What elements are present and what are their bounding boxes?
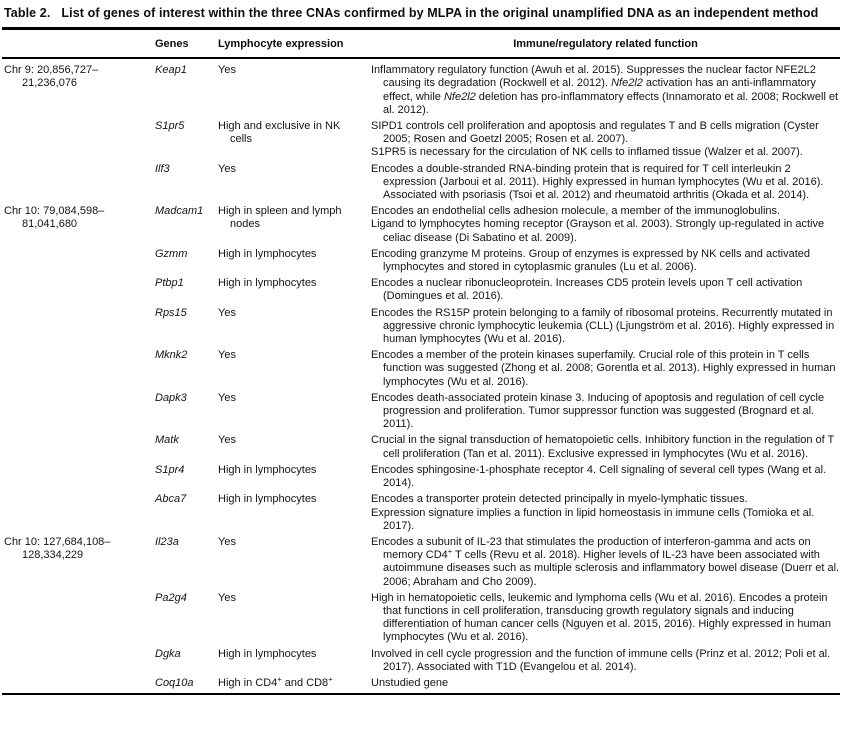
- gene-name: Abca7: [155, 493, 187, 506]
- gene-function: [371, 677, 840, 690]
- gene-function: [371, 205, 840, 245]
- function-paragraph: Unstudied gene: [371, 676, 449, 689]
- table-row: [2, 392, 840, 432]
- column-header-genes: Genes: [155, 38, 189, 50]
- lymphocyte-expression: Yes: [218, 591, 236, 604]
- function-paragraph: High in hematopoietic cells, leukemic and lymphoma cells (Wu et al. 2016). Encodes a protein that functions in cell proliferation, transducing growth regulatory signals and inducing differentiation of human cancer cells (Nguyen et al. 2015, 2016). Highly expressed in human lymphocytes (Wu et al. 2016).: [371, 591, 832, 644]
- table-row: [2, 349, 840, 389]
- lymphocyte-expression: Yes: [218, 391, 236, 404]
- table-body: [2, 59, 840, 690]
- gene-name: Il23a: [155, 535, 179, 548]
- gene-name: Ilf3: [155, 162, 170, 175]
- function-paragraph: Encodes the RS15P protein belonging to a family of ribosomal proteins. Recurrently mutated in aggressive chronic lymphocytic leukemia (CLL) (Ljungström et al. 2016). Highly expressed in human lymphocytes (Wu et al. 2016).: [371, 306, 835, 346]
- gene-name: Gzmm: [155, 247, 188, 260]
- lymphocyte-expression: High in lymphocytes: [218, 277, 317, 290]
- lymphocyte-expression: High in lymphocytes: [218, 493, 317, 506]
- gene-function: [371, 120, 840, 160]
- cna-region: [2, 163, 155, 203]
- function-paragraph: Encoding granzyme M proteins. Group of enzymes is expressed by NK cells and activated lymphocytes and stored in cytoplasmic granules (Lu et al. 2006).: [371, 247, 810, 274]
- cna-region: [2, 592, 155, 645]
- column-header-lymphocyte-expression: Lymphocyte expression: [218, 38, 344, 50]
- lymphocyte-expression: High in CD4+ and CD8+: [218, 674, 333, 689]
- function-paragraph: Encodes a subunit of IL-23 that stimulates the production of interferon-gamma and acts on memory CD4+ T cells (Revu et al. 2018). Higher levels of IL-23 have been associated with autoimmune diseases such as multiple sclerosis and inflammatory bowel disease (Duerr et al. 2006; Abraham and Cho 2009).: [371, 535, 840, 588]
- table-header-row: [2, 30, 840, 57]
- lymphocyte-expression: High in spleen and lymph nodes: [218, 205, 342, 231]
- table-row: [2, 120, 840, 160]
- cna-region: Chr 10: 127,684,108–128,334,229: [4, 535, 111, 562]
- function-paragraph: Encodes death-associated protein kinase 3. Inducing of apoptosis and regulation of cell cycle progression and proliferation. Tumor suppressor function was suggested (Brognard et al. 2011).: [371, 391, 825, 431]
- gene-name: Pa2g4: [155, 591, 187, 604]
- table-row: [2, 464, 840, 490]
- function-paragraph: Crucial in the signal transduction of hematopoietic cells. Inhibitory function in the regulation of T cell proliferation (Tan et al. 2011). Exclusive expressed in lymphocytes (Wu et al. 2016).: [371, 434, 835, 460]
- table-row: [2, 64, 840, 117]
- gene-name: S1pr4: [155, 463, 185, 476]
- function-paragraph: Expression signature implies a function in lipid homeostasis in immune cells (Tomioka et al. 2017).: [371, 506, 815, 532]
- gene-function: [371, 392, 840, 432]
- gene-name: Matk: [155, 434, 179, 447]
- gene-function: [371, 307, 840, 347]
- gene-name: Coq10a: [155, 676, 194, 689]
- table-row: [2, 277, 840, 303]
- lymphocyte-expression: Yes: [218, 434, 236, 447]
- gene-name: Keap1: [155, 64, 187, 77]
- cna-region: Chr 10: 79,084,598–81,041,680: [4, 205, 105, 231]
- table-row: [2, 493, 840, 533]
- gene-name: Madcam1: [155, 205, 204, 218]
- gene-function: [371, 536, 840, 589]
- cna-region: [2, 349, 155, 389]
- function-paragraph: Encodes a transporter protein detected principally in myelo-lymphatic tissues.: [371, 493, 748, 506]
- lymphocyte-expression: High and exclusive in NK cells: [218, 120, 341, 146]
- function-paragraph: Ligand to lymphocytes homing receptor (Grayson et al. 2003). Strongly up-regulated in active celiac disease (Di Sabatino et al. 2009).: [371, 218, 825, 244]
- cna-region: [2, 120, 155, 160]
- cna-region: [2, 493, 155, 533]
- table-row: [2, 248, 840, 274]
- function-paragraph: SIPD1 controls cell proliferation and apoptosis and regulates T and B cells migration (Cyster 2005; Rosen and Goetzl 2005; Rosen et al. 2007).: [371, 120, 819, 146]
- function-paragraph: Encodes an endothelial cells adhesion molecule, a member of the immunoglobulins.: [371, 205, 781, 218]
- gene-function: [371, 349, 840, 389]
- table-row: [2, 674, 840, 690]
- table-row: [2, 592, 840, 645]
- cna-region: [2, 434, 155, 460]
- cna-region: Chr 9: 20,856,727–21,236,076: [4, 64, 99, 90]
- gene-function: [371, 163, 840, 203]
- table-caption-text: List of genes of interest within the three CNAs confirmed by MLPA in the original unamplified DNA as an independent method: [61, 6, 819, 20]
- gene-name: Mknk2: [155, 349, 188, 362]
- lymphocyte-expression: Yes: [218, 64, 236, 77]
- cna-region: [2, 648, 155, 674]
- gene-function: [371, 464, 840, 490]
- gene-function: [371, 64, 840, 117]
- cna-region: [2, 307, 155, 347]
- gene-name: Dgka: [155, 647, 181, 660]
- table-caption-label: Table 2.: [4, 6, 51, 20]
- lymphocyte-expression: High in lymphocytes: [218, 247, 317, 260]
- function-paragraph: Encodes a double-stranded RNA-binding protein that is required for T cell interleukin 2 expression (Jarboui et al. 2011). Highly expressed in human lymphocytes (Wu et al. 2016). Associated with psoriasis (Tsoi et al. 2012) and rheumatoid arthritis (Okada et al. 2014).: [371, 162, 824, 202]
- gene-function: [371, 434, 840, 460]
- gene-function: [371, 248, 840, 274]
- lymphocyte-expression: Yes: [218, 535, 236, 548]
- lymphocyte-expression: Yes: [218, 306, 236, 319]
- cna-region: [2, 248, 155, 274]
- cna-region: [2, 677, 155, 690]
- cna-region: [2, 464, 155, 490]
- lymphocyte-expression: High in lymphocytes: [218, 463, 317, 476]
- function-paragraph: S1PR5 is necessary for the circulation of NK cells to inflamed tissue (Walzer et al. 2007).: [371, 146, 803, 159]
- function-paragraph: Encodes a member of the protein kinases superfamily. Crucial role of this protein in T cells function was suggested (Zhong et al. 2008; Gorentla et al. 2013). Highly expressed in human lymphocytes (Wu et al. 2016).: [371, 349, 836, 388]
- gene-function: [371, 493, 840, 533]
- gene-function: [371, 648, 840, 674]
- gene-name: Ptbp1: [155, 277, 184, 290]
- bottom-rule: [2, 693, 840, 695]
- column-header-region: [2, 38, 155, 51]
- gene-name: Rps15: [155, 306, 187, 319]
- cna-region: [2, 392, 155, 432]
- gene-name: Dapk3: [155, 391, 187, 404]
- function-paragraph: Inflammatory regulatory function (Awuh et al. 2015). Suppresses the nuclear factor NFE2L2 causing its degradation (Rockwell et al. 2012). Nfe2l2 activation has an anti-inflammatory effect, while Nfe2l2 deletion has pro-inflammatory effects (Innamorato et al. 2008; Rockwell et al. 2012).: [371, 64, 839, 116]
- lymphocyte-expression: Yes: [218, 162, 236, 175]
- gene-name: S1pr5: [155, 120, 185, 133]
- table-caption: [2, 6, 840, 20]
- table-row: [2, 307, 840, 347]
- table-row: [2, 434, 840, 460]
- function-paragraph: Encodes sphingosine-1-phosphate receptor 4. Cell signaling of several cell types (Wang et al. 2014).: [371, 463, 827, 490]
- gene-function: [371, 592, 840, 645]
- column-header-function: Immune/regulatory related function: [513, 38, 698, 50]
- table-row: [2, 648, 840, 674]
- table-row: [2, 205, 840, 245]
- lymphocyte-expression: High in lymphocytes: [218, 647, 317, 660]
- table-row: [2, 536, 840, 589]
- table-row: [2, 163, 840, 203]
- lymphocyte-expression: Yes: [218, 349, 236, 362]
- cna-region: [2, 277, 155, 303]
- gene-function: [371, 277, 840, 303]
- function-paragraph: Involved in cell cycle progression and the function of immune cells (Prinz et al. 2012; Poli et al. 2017). Associated with T1D (Evangelou et al. 2014).: [371, 647, 831, 673]
- function-paragraph: Encodes a nuclear ribonucleoprotein. Increases CD5 protein levels upon T cell activation (Domingues et al. 2016).: [371, 277, 803, 303]
